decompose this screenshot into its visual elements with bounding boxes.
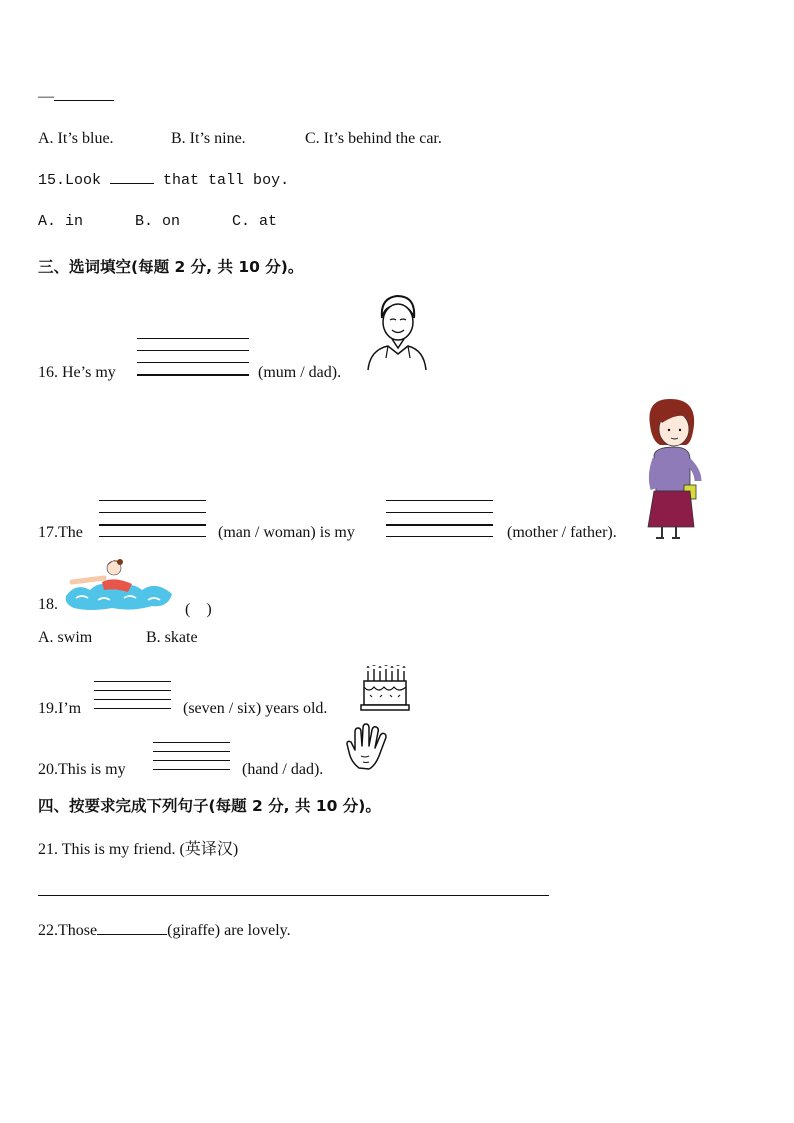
q14-dash: — — [38, 88, 54, 105]
q18-answer-paren[interactable]: ( ) — [185, 601, 212, 618]
q18-number: 18. — [38, 596, 58, 613]
q17-choices-1: (man / woman) is my — [218, 524, 355, 541]
q14-option-b: B. It’s nine. — [171, 130, 246, 147]
section-3-title: 三、选词填空(每题 2 分, 共 10 分)。 — [38, 258, 304, 276]
man-portrait-icon — [362, 290, 432, 372]
q18-option-b: B. skate — [146, 629, 198, 646]
q16-number: 16. — [38, 364, 58, 381]
hand-icon — [345, 722, 389, 772]
q16-writing-lines[interactable] — [137, 338, 249, 378]
q15-prompt-after: that tall boy. — [163, 172, 290, 189]
section-4-title: 四、按要求完成下列句子(每题 2 分, 共 10 分)。 — [38, 797, 381, 815]
q16-choices: (mum / dad). — [258, 364, 342, 381]
q21-number: 21. — [38, 841, 58, 858]
q16-number-and-prompt — [38, 364, 116, 382]
q14-option-a: A. It’s blue. — [38, 130, 114, 147]
q22-after: (giraffe) are lovely. — [167, 922, 291, 939]
q22-answer-blank[interactable] — [97, 920, 167, 935]
q15-option-c: C. at — [232, 213, 278, 230]
q17-prompt: 17.The — [38, 524, 83, 541]
q22-question — [38, 920, 291, 940]
q17-choices-2: (mother / father). — [507, 524, 617, 541]
q14-answer-line — [38, 86, 114, 106]
q15-option-b: B. on — [135, 213, 181, 230]
q19-choices: (seven / six) years old. — [183, 700, 328, 717]
q21-question — [38, 836, 238, 859]
q14-answer-blank[interactable] — [54, 86, 114, 101]
q18-option-a: A. swim — [38, 629, 93, 646]
q20-choices: (hand / dad). — [242, 761, 324, 778]
q20-prompt: 20.This is my — [38, 761, 126, 778]
q14-option-c: C. It’s behind the car. — [305, 130, 442, 147]
q16-before: He’s my — [62, 364, 116, 381]
birthday-cake-icon — [360, 665, 410, 713]
q20-writing-lines[interactable] — [153, 742, 230, 772]
q17-writing-lines-1[interactable] — [99, 500, 206, 540]
q21-answer-line[interactable] — [38, 895, 549, 896]
q15-question — [38, 171, 289, 189]
swimming-girl-icon — [62, 556, 176, 612]
woman-figure-icon — [640, 395, 706, 543]
q21-text: This is my friend. (英译汉) — [61, 841, 239, 858]
q19-writing-lines[interactable] — [94, 681, 171, 711]
q15-option-a: A. in — [38, 213, 84, 230]
q19-prompt: 19.I’m — [38, 700, 82, 717]
q17-writing-lines-2[interactable] — [386, 500, 493, 540]
q22-before: 22.Those — [38, 922, 98, 939]
q15-prompt-before: 15.Look — [38, 172, 102, 189]
q15-answer-blank[interactable] — [110, 171, 154, 184]
